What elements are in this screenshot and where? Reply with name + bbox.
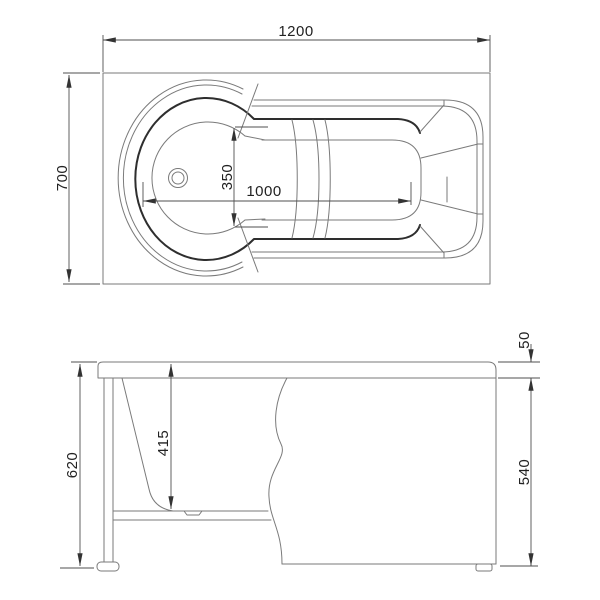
break-line xyxy=(269,378,287,564)
dim-overall-width xyxy=(54,73,100,284)
basin-profile xyxy=(122,378,268,511)
second-rim-straight xyxy=(252,106,477,252)
dim-overall-length-label: 1200 xyxy=(278,23,314,40)
right-foot xyxy=(476,564,492,571)
drain-recess xyxy=(184,511,202,515)
top-view xyxy=(54,23,490,284)
dim-seat-width-label: 350 xyxy=(219,163,236,191)
outer-rim-straight xyxy=(254,100,483,258)
left-transition-seams xyxy=(238,84,258,272)
dim-rim-height xyxy=(498,331,540,566)
drain-outer-circle xyxy=(169,169,188,188)
inner-basin xyxy=(262,140,421,220)
dim-basin-length-label: 1000 xyxy=(246,183,282,200)
side-view xyxy=(60,331,540,571)
dim-basin-depth-label: 415 xyxy=(155,429,172,457)
drain xyxy=(169,169,188,188)
dim-overall-height xyxy=(60,362,97,568)
left-foot xyxy=(97,562,119,571)
left-leg xyxy=(104,378,113,562)
drain-inner-circle xyxy=(172,172,184,184)
dim-basin-depth xyxy=(155,364,172,509)
extension-lines xyxy=(235,127,268,227)
rim-profile xyxy=(98,362,496,378)
bowl-to-basin-connectors xyxy=(245,136,265,220)
dim-overall-length xyxy=(103,23,490,72)
dim-panel-height-label: 540 xyxy=(516,458,533,486)
dim-rim-height-label: 50 xyxy=(516,331,533,349)
inner-rim-contour xyxy=(135,98,420,260)
tub-top-outline xyxy=(118,80,483,276)
right-corner-seams xyxy=(420,105,444,253)
dim-seat-width xyxy=(219,127,268,227)
extension-lines xyxy=(103,35,490,72)
dim-panel-height xyxy=(516,378,533,566)
dim-overall-height-label: 620 xyxy=(64,451,81,479)
dim-overall-width-label: 700 xyxy=(54,164,71,192)
backrest-slope-lines xyxy=(421,144,478,214)
